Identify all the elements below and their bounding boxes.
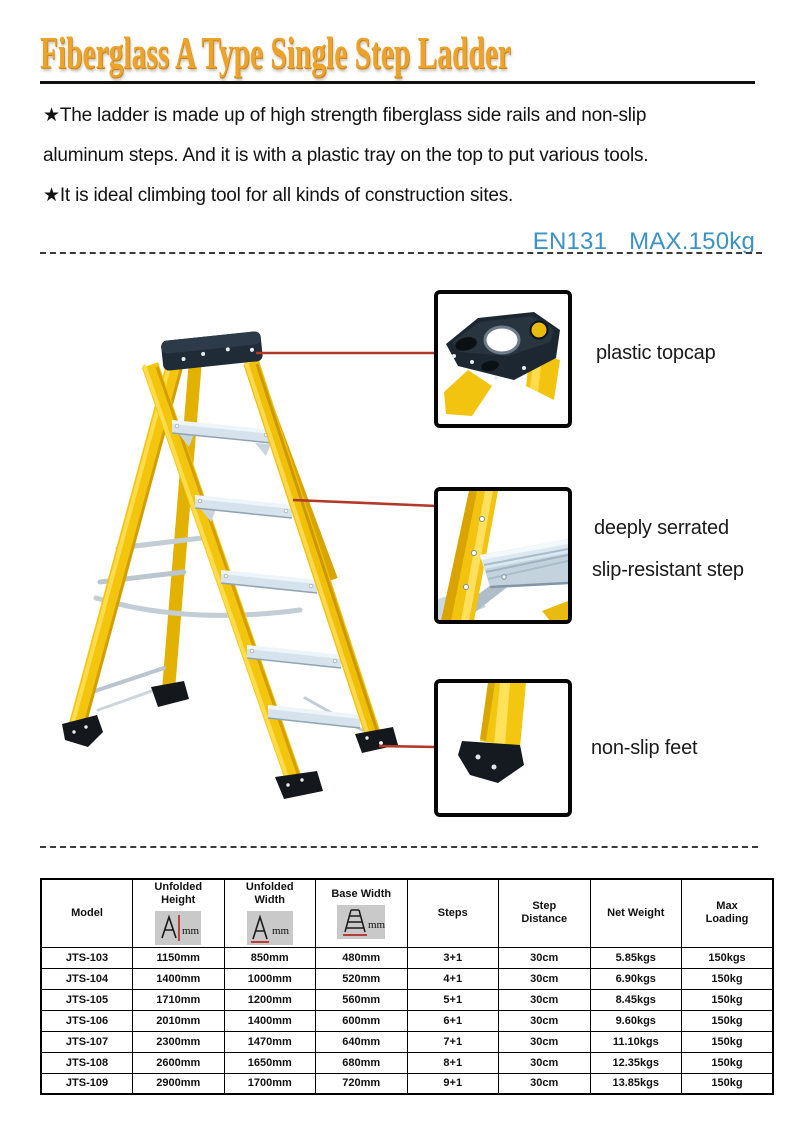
callout-topcap-image [434, 290, 572, 428]
base-width-icon [337, 905, 385, 939]
cell-steps: 6+1 [407, 1010, 499, 1031]
cell-steps: 4+1 [407, 968, 499, 989]
cell-model: JTS-106 [41, 1010, 133, 1031]
cell-steps: 5+1 [407, 989, 499, 1010]
step-closeup-graphic [438, 491, 568, 621]
col-header-model: Model [41, 879, 133, 947]
table-row [41, 1073, 773, 1094]
cell-max-loading: 150kg [682, 989, 774, 1010]
cell-steps: 3+1 [407, 947, 499, 968]
unfolded-height-icon [155, 911, 201, 945]
cell-steps: 9+1 [407, 1073, 499, 1094]
cell-steps: 8+1 [407, 1052, 499, 1073]
cell-unfolded-width: 1650mm [224, 1052, 316, 1073]
cell-net-weight: 5.85kgs [590, 947, 682, 968]
cell-base-width: 680mm [316, 1052, 408, 1073]
callout-label-topcap: plastic topcap [596, 342, 716, 364]
col-header-net-weight: Net Weight [590, 879, 682, 947]
page-title: Fiberglass A Type Single Step Ladder [40, 27, 511, 78]
cell-unfolded-width: 850mm [224, 947, 316, 968]
cell-max-loading: 150kg [682, 968, 774, 989]
col-header-step-distance: Step Distance [499, 879, 591, 947]
cell-base-width: 640mm [316, 1031, 408, 1052]
cell-step-distance: 30cm [499, 1031, 591, 1052]
col-header-max-loading: Max Loading [682, 879, 774, 947]
cell-model: JTS-107 [41, 1031, 133, 1052]
cell-steps: 7+1 [407, 1031, 499, 1052]
callout-step-image [434, 487, 572, 624]
cell-base-width: 720mm [316, 1073, 408, 1094]
cell-step-distance: 30cm [499, 1052, 591, 1073]
cell-max-loading: 150kg [682, 1031, 774, 1052]
cell-model: JTS-109 [41, 1073, 133, 1094]
col-header-unfolded-width: Unfolded Width mm [224, 879, 316, 947]
cell-max-loading: 150kg [682, 1010, 774, 1031]
col-header-base-width: Base Width mm [316, 879, 408, 947]
max-load: MAX.150kg [629, 228, 755, 255]
cell-step-distance: 30cm [499, 989, 591, 1010]
callout-label-step-line2: slip-resistant step [592, 559, 744, 581]
cell-step-distance: 30cm [499, 1073, 591, 1094]
spec-table-header [41, 879, 773, 947]
cell-net-weight: 13.85kgs [590, 1073, 682, 1094]
cell-step-distance: 30cm [499, 947, 591, 968]
svg-text:mm: mm [368, 918, 386, 931]
cell-model: JTS-103 [41, 947, 133, 968]
col-header-steps: Steps [407, 879, 499, 947]
cell-net-weight: 9.60kgs [590, 1010, 682, 1031]
cell-model: JTS-108 [41, 1052, 133, 1073]
ladder-feet [62, 681, 398, 799]
cell-unfolded-width: 1700mm [224, 1073, 316, 1094]
intro-line-3: ★It is ideal climbing tool for all kinds of construction sites. [43, 185, 514, 206]
cell-net-weight: 12.35kgs [590, 1052, 682, 1073]
cell-unfolded-height: 1150mm [133, 947, 225, 968]
callout-connector-lines [256, 353, 437, 747]
cell-unfolded-width: 1400mm [224, 1010, 316, 1031]
cell-net-weight: 6.90kgs [590, 968, 682, 989]
cell-step-distance: 30cm [499, 968, 591, 989]
cell-net-weight: 8.45kgs [590, 989, 682, 1010]
intro-line-1: ★The ladder is made up of high strength fiberglass side rails and non-slip [43, 105, 647, 126]
svg-text:mm: mm [271, 925, 289, 938]
cell-unfolded-height: 2010mm [133, 1010, 225, 1031]
cell-max-loading: 150kgs [682, 947, 774, 968]
feet-closeup-graphic [438, 683, 568, 813]
cell-unfolded-height: 1400mm [133, 968, 225, 989]
cell-base-width: 600mm [316, 1010, 408, 1031]
table-row [41, 1052, 773, 1073]
intro-line-2: aluminum steps. And it is with a plastic tray on the top to put various tools. [43, 145, 649, 166]
cell-base-width: 560mm [316, 989, 408, 1010]
table-row [41, 1010, 773, 1031]
divider-bottom [40, 846, 758, 848]
cell-unfolded-height: 2600mm [133, 1052, 225, 1073]
col-header-unfolded-height: Unfolded Height mm [133, 879, 225, 947]
divider-top [40, 252, 762, 254]
table-row [41, 947, 773, 968]
title-underline [40, 81, 755, 84]
spec-table [40, 878, 774, 1095]
unfolded-width-icon [247, 911, 293, 945]
cell-unfolded-width: 1200mm [224, 989, 316, 1010]
callout-label-feet: non-slip feet [591, 737, 698, 759]
cell-base-width: 520mm [316, 968, 408, 989]
cell-base-width: 480mm [316, 947, 408, 968]
cell-net-weight: 11.10kgs [590, 1031, 682, 1052]
table-row [41, 989, 773, 1010]
callout-label-step-line1: deeply serrated [594, 517, 729, 539]
cell-max-loading: 150kg [682, 1052, 774, 1073]
cell-unfolded-height: 2300mm [133, 1031, 225, 1052]
cell-unfolded-width: 1470mm [224, 1031, 316, 1052]
table-row [41, 1031, 773, 1052]
cell-step-distance: 30cm [499, 1010, 591, 1031]
cell-unfolded-width: 1000mm [224, 968, 316, 989]
callout-feet-image [434, 679, 572, 817]
cell-unfolded-height: 2900mm [133, 1073, 225, 1094]
svg-text:mm: mm [182, 925, 200, 938]
cell-model: JTS-104 [41, 968, 133, 989]
cert-standard: EN131 [532, 228, 608, 255]
cell-max-loading: 150kg [682, 1073, 774, 1094]
cell-unfolded-height: 1710mm [133, 989, 225, 1010]
cell-model: JTS-105 [41, 989, 133, 1010]
table-row [41, 968, 773, 989]
spec-table-body [41, 947, 773, 1094]
topcap-closeup-graphic [438, 294, 568, 424]
